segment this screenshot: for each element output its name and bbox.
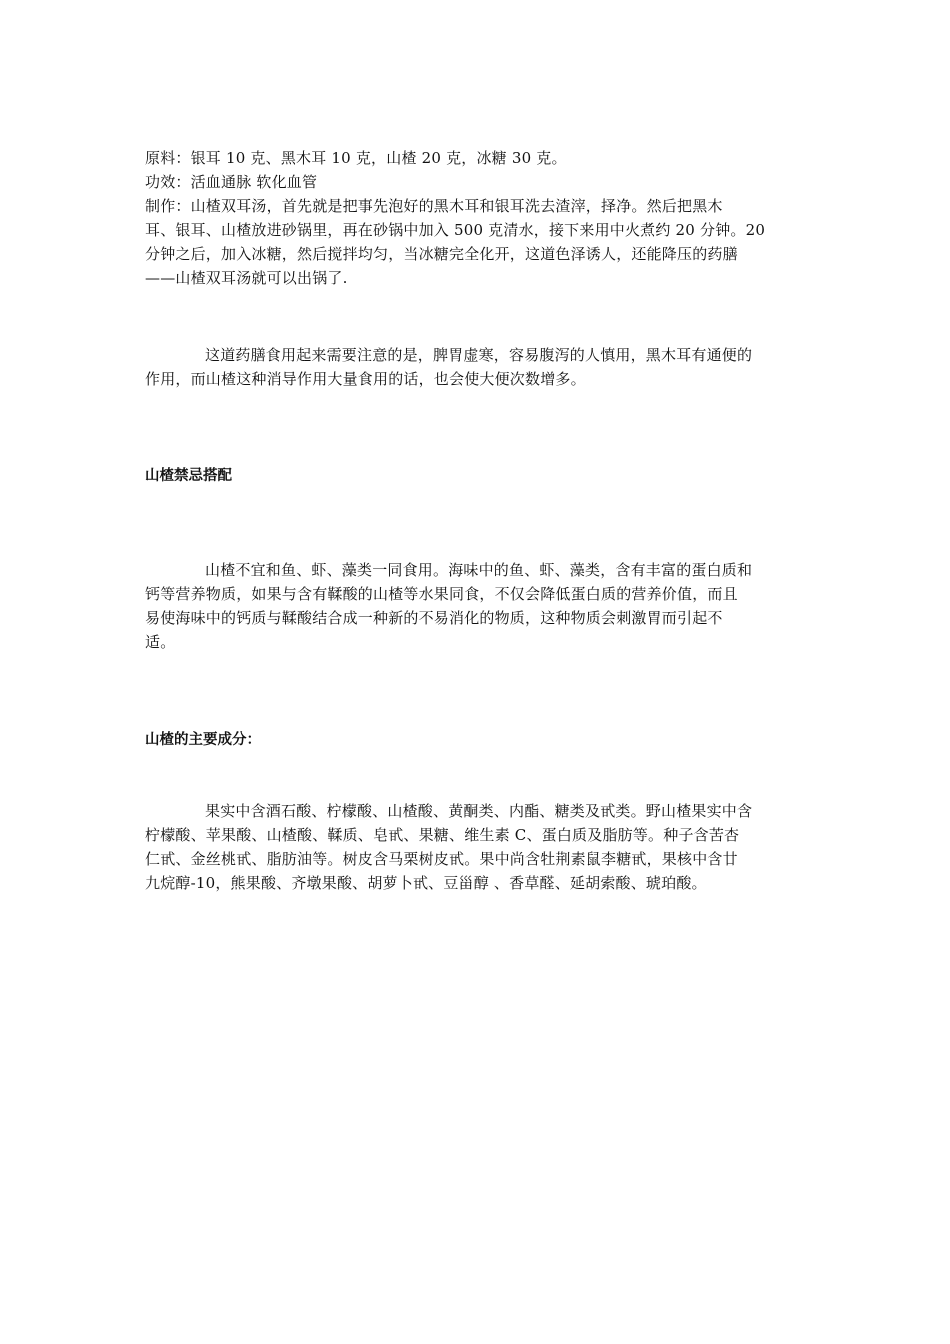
method-line: 分钟之后，加入冰糖，然后搅拌均匀，当冰糖完全化开，这道色泽诱人，还能降压的药膳 — [145, 245, 738, 263]
taboo-paragraph — [145, 558, 810, 654]
method-line: 制作：山楂双耳汤，首先就是把事先泡好的黑木耳和银耳洗去渣滓，择净。然后把黑木 — [145, 197, 723, 215]
components-line: 仁甙、金丝桃甙、脂肪油等。树皮含马栗树皮甙。果中尚含牡荆素鼠李糖甙，果核中含廿 — [145, 850, 738, 868]
components-line: 柠檬酸、苹果酸、山楂酸、鞣质、皂甙、果糖、维生素 C、蛋白质及脂肪等。种子含苦杏 — [145, 826, 740, 844]
method-line: ——山楂双耳汤就可以出锅了. — [145, 269, 348, 287]
taboo-line: 山楂不宜和鱼、虾、藻类一同食用。海味中的鱼、虾、藻类，含有丰富的蛋白质和 — [205, 561, 753, 579]
recipe-block — [145, 146, 810, 290]
caution-line: 作用，而山楂这种消导作用大量食用的话，也会使大便次数增多。 — [145, 370, 586, 388]
components-heading: 山楂的主要成分： — [145, 732, 261, 748]
taboo-line: 易使海味中的钙质与鞣酸结合成一种新的不易消化的物质，这种物质会刺激胃而引起不 — [145, 609, 723, 627]
components-line: 果实中含酒石酸、柠檬酸、山楂酸、黄酮类、内酯、糖类及甙类。野山楂果实中含 — [205, 802, 753, 820]
taboo-heading: 山楂禁忌搭配 — [145, 468, 232, 484]
caution-line: 这道药膳食用起来需要注意的是，脾胃虚寒，容易腹泻的人慎用，黑木耳有通便的 — [205, 346, 753, 364]
taboo-line: 钙等营养物质，如果与含有鞣酸的山楂等水果同食，不仅会降低蛋白质的营养价值，而且 — [145, 585, 738, 603]
taboo-line: 适。 — [145, 633, 176, 651]
ingredients-line: 原料：银耳 10 克、黑木耳 10 克，山楂 20 克，冰糖 30 克。 — [145, 149, 567, 167]
effect-line: 功效：活血通脉 软化血管 — [145, 173, 318, 191]
caution-paragraph — [145, 343, 810, 391]
method-line: 耳、银耳、山楂放进砂锅里，再在砂锅中加入 500 克清水，接下来用中火煮约 20 分钟。20 — [145, 221, 766, 239]
components-paragraph — [145, 799, 810, 895]
components-line: 九烷醇-10，熊果酸、齐墩果酸、胡萝卜甙、豆甾醇 、香草醛、延胡索酸、琥珀酸。 — [145, 874, 707, 892]
